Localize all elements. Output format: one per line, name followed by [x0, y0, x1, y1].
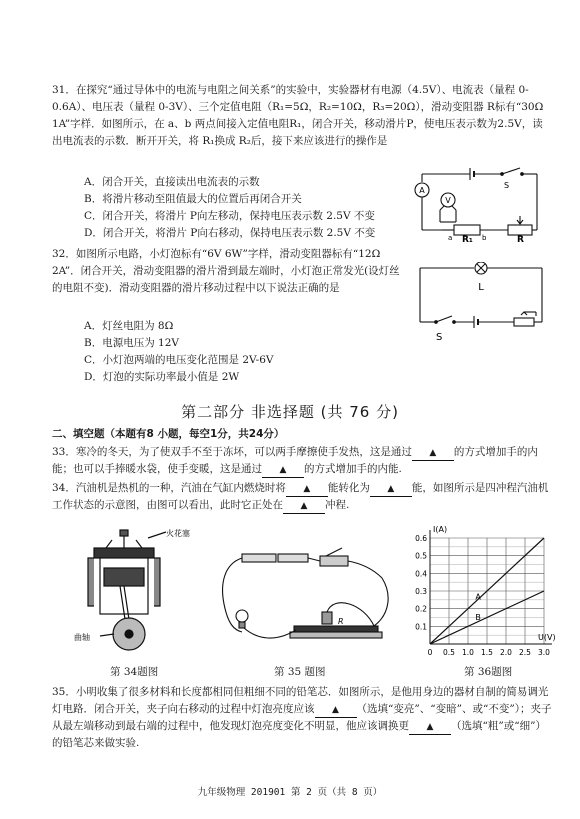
y-axis-label: I(A) [433, 525, 448, 534]
fig35-r-label: R [338, 617, 344, 626]
x-tick-label: 1.0 [462, 648, 474, 657]
q31-option-a: A．闭合开关，直接读出电流表的示数 [84, 176, 260, 188]
series-label-a: A [475, 592, 481, 602]
ammeter-label: A [419, 186, 425, 195]
switch-label: S [504, 181, 510, 190]
y-tick-label: 0.4 [415, 569, 427, 579]
q34-text-3: 能，如图所示是四冲程汽油机工作状态的示意图，由图可以看出，此时它正处在 [52, 482, 549, 511]
question-34 [52, 480, 552, 514]
y-tick-label: 0.6 [415, 534, 427, 543]
figure-35-caption: 第 35 题图 [274, 666, 326, 678]
switch-s-label: S [436, 332, 443, 342]
q34-text-2: 能转化为 [327, 482, 370, 494]
y-tick-label: 0.3 [415, 587, 427, 596]
x-tick-label: 2.5 [519, 648, 531, 657]
q35-text-3: （选填“粗”或“细”）的铅笔芯来做实验. [52, 720, 546, 749]
figure-34-caption: 第 34题图 [110, 666, 159, 678]
question-32 [52, 246, 404, 297]
crankshaft-label: 曲轴 [74, 633, 90, 642]
page-footer: 九年级物理 201901 第 2 页（共 8 页） [197, 787, 383, 798]
q31-option-c: C．闭合开关，将滑片 P向左移动，保持电压表示数 2.5V 不变 [84, 210, 375, 222]
q32-option-d: D．灯泡的实际功率最小值是 2W [84, 371, 240, 383]
q35-text-1: 35．小明收集了很多材料和长度都相同但粗细不同的铅笔芯．如图所示，是他用身边的器材自制的简易调光灯电路．闭合开关，夹子向右移动的过程中灯泡亮度应该 [52, 686, 549, 715]
question-31-text: 31．在探究“通过导体中的电流与电阻之间关系”的实验中，实验器材有电源（4.5V）、电流表（量程 0-0.6A）、电压表（量程 0-3V）、三个定值电阻（R₁=5Ω，R₂=10Ω，R₃=20Ω），滑动变阻器 R标有“30Ω 1A”字样．如图所示，在 a、b 两点间接入定值电阻R₁，闭合开关，移动滑片P，使电压表示数为2.5V，读出电流表的示数．断开开关，将 R₁换成 R₂后，接下来应该进行的操作是 [52, 84, 544, 147]
lamp-label: L [478, 282, 484, 293]
r-label: R [517, 235, 524, 242]
iu-chart [404, 524, 558, 670]
answer-blank: ▲ [370, 483, 412, 497]
q33-text-2: 的方式增加手的内能；也可以手捧暖水袋，使手变暖，这是通过 [52, 446, 538, 475]
q32-option-b: B．电源电压为 12V [84, 337, 179, 349]
fill-in-blank-heading: 二、填空题（本题有8 小题，每空1分，共24分） [52, 428, 285, 440]
q31-circuit-diagram [412, 160, 547, 242]
x-tick-label: 2.0 [500, 648, 512, 657]
answer-blank: ▲ [412, 447, 454, 461]
q34-text-1: 34．汽油机是热机的一种，汽油在气缸内燃烧时将 [52, 482, 286, 494]
q34-text-4: 冲程. [325, 499, 350, 511]
q32-option-c: C．小灯泡两端的电压变化范围是 2V-6V [84, 354, 274, 366]
answer-blank: ▲ [283, 500, 325, 514]
question-33 [52, 444, 552, 478]
x-tick-label: 0 [427, 648, 433, 657]
q33-text-1: 33．寒冷的冬天，为了使双手不至于冻坏，可以两手摩擦使手发热，这是通过 [52, 446, 412, 458]
x-axis-label: U(V) [538, 633, 556, 642]
x-tick-label: 3.0 [538, 648, 550, 657]
series-label-b: B [475, 612, 481, 622]
y-tick-label: 0.1 [415, 622, 427, 632]
answer-blank: ▲ [286, 483, 328, 497]
section-title: 第二部分 非选择题 (共 76 分) [181, 403, 399, 421]
question-31 [52, 82, 552, 150]
r1-label: R₁ [462, 235, 473, 242]
question-35 [52, 684, 552, 752]
point-a-label: a [448, 234, 453, 242]
q31-option-b: B．将滑片移动至阻值最大的位置后再闭合开关 [84, 193, 302, 205]
q33-text-3: 的方式增加手的内能. [304, 463, 402, 475]
dimmer-circuit-diagram [214, 544, 400, 654]
spark-plug-label: 火花塞 [166, 529, 190, 538]
point-b-label: b [482, 234, 487, 242]
y-tick-label: 0.5 [415, 551, 427, 561]
x-tick-label: 0.5 [443, 648, 455, 657]
answer-blank: ▲ [315, 704, 357, 718]
q31-option-d: D．闭合开关，将滑片 P向右移动，保持电压表示数 2.5V 不变 [84, 227, 376, 239]
question-32-text: 32．如图所示电路，小灯泡标有“6V 6W”字样，滑动变阻器标有“12Ω 2A”．闭合开关，滑动变阻器的滑片滑到最左端时，小灯泡正常发光(设灯丝的电阻不变)．滑动变阻器的滑片移动过程中以下说法正确的是 [52, 248, 400, 294]
q35-text-2: （选填“变亮”、“变暗”、或“不变”）；夹子从最左端移动到最右端的过程中，他发现灯泡亮度变化不明显，他应该调换更 [52, 703, 552, 732]
answer-blank: ▲ [262, 464, 304, 478]
q32-circuit-diagram [414, 262, 548, 342]
x-tick-label: 1.5 [481, 648, 493, 657]
engine-diagram [74, 526, 194, 660]
y-tick-label: 0.2 [415, 604, 427, 614]
answer-blank: ▲ [409, 721, 451, 735]
q32-option-a: A．灯丝电阻为 8Ω [84, 320, 174, 332]
figure-36-caption: 第 36题图 [464, 666, 513, 678]
voltmeter-label: V [445, 196, 451, 205]
